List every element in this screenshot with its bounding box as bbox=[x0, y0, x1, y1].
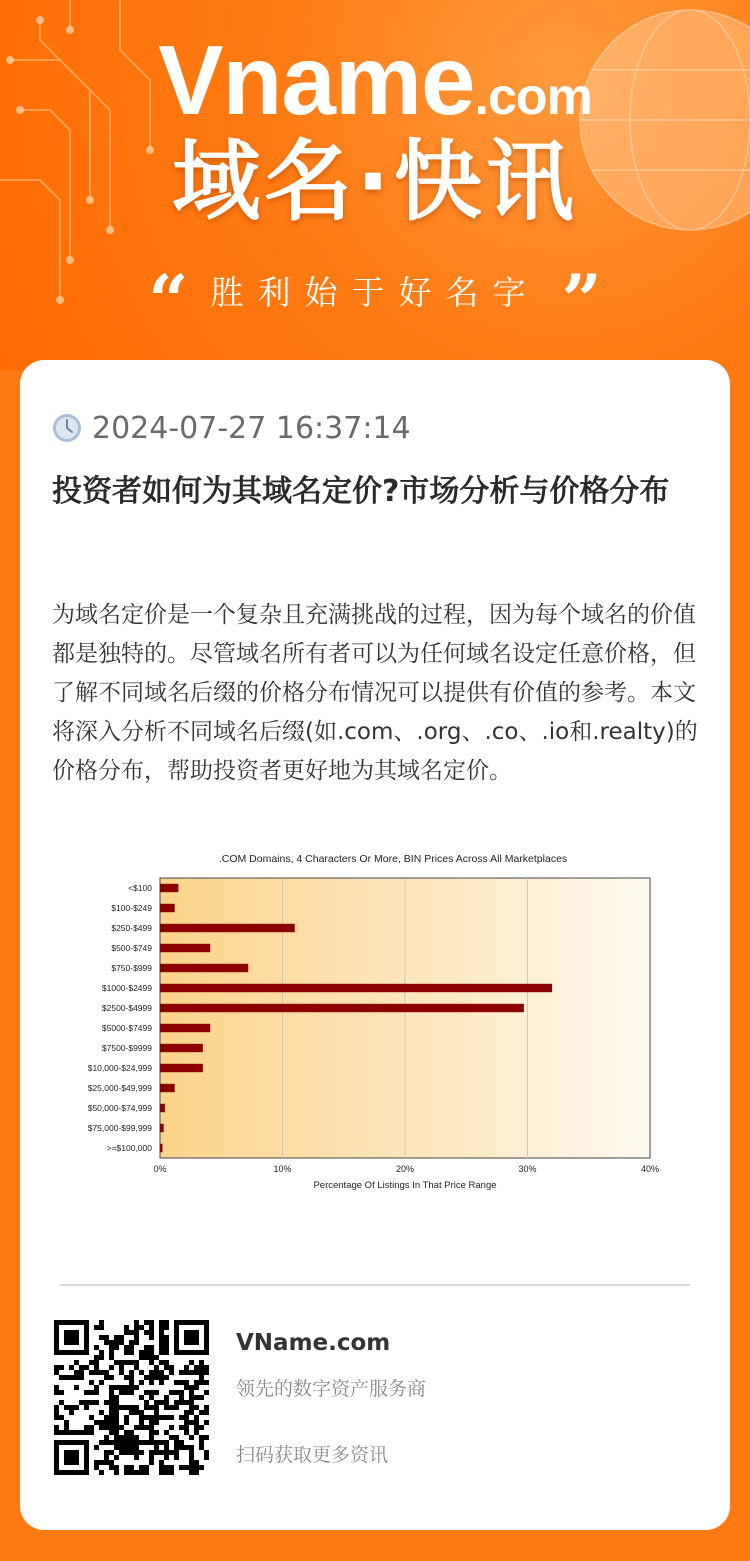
bar bbox=[160, 884, 178, 892]
bar bbox=[160, 964, 248, 972]
category-label: $10,000-$24,999 bbox=[87, 1063, 152, 1073]
article-card bbox=[20, 360, 730, 1530]
category-label: $250-$499 bbox=[111, 923, 152, 933]
category-label: $2500-$4999 bbox=[101, 1003, 152, 1013]
bar bbox=[160, 904, 175, 912]
bar bbox=[160, 924, 295, 932]
category-label: $100-$249 bbox=[111, 903, 152, 913]
category-label: >=$100,000 bbox=[106, 1143, 152, 1153]
close-quote-icon: ” bbox=[561, 259, 602, 342]
chart-title: .COM Domains, 4 Characters Or More, BIN Prices Across All Marketplaces bbox=[218, 853, 568, 865]
slogan-text: 胜利始于好名字 bbox=[210, 272, 540, 312]
x-tick-label: 20% bbox=[395, 1164, 415, 1174]
category-label: $750-$999 bbox=[111, 963, 152, 973]
chart-xlabel: Percentage Of Listings In That Price Range bbox=[313, 1180, 497, 1191]
logo-suffix-text: .com bbox=[474, 68, 592, 126]
article-timestamp: 2024-07-27 16:37:14 bbox=[92, 410, 411, 446]
category-label: $75,000-$99,999 bbox=[87, 1123, 152, 1133]
bar bbox=[160, 1144, 162, 1152]
category-label: $50,000-$74,999 bbox=[87, 1103, 152, 1113]
footer-divider bbox=[60, 1284, 690, 1286]
bar bbox=[160, 1044, 203, 1052]
qr-code bbox=[54, 1320, 209, 1475]
bar bbox=[160, 1004, 524, 1012]
category-label: $500-$749 bbox=[111, 943, 152, 953]
x-tick-label: 40% bbox=[640, 1164, 660, 1174]
article-title: 投资者如何为其域名定价?市场分析与价格分布 bbox=[52, 474, 670, 509]
category-label: $25,000-$49,999 bbox=[87, 1083, 152, 1093]
bar bbox=[160, 944, 210, 952]
bar bbox=[160, 1024, 210, 1032]
bar bbox=[160, 984, 552, 992]
timestamp-row bbox=[52, 408, 411, 448]
chart-svg bbox=[68, 846, 678, 1200]
x-tick-label: 10% bbox=[273, 1164, 292, 1174]
category-label: <$100 bbox=[128, 883, 152, 893]
open-quote-icon: “ bbox=[148, 259, 189, 342]
logo-main-text: Vname bbox=[158, 25, 475, 135]
bar bbox=[160, 1124, 164, 1132]
price-distribution-chart bbox=[68, 846, 678, 1200]
category-label: $1000-$2499 bbox=[101, 983, 152, 993]
clock-icon bbox=[52, 413, 82, 443]
slogan-row bbox=[0, 259, 750, 342]
bar bbox=[160, 1084, 175, 1092]
category-label: $5000-$7499 bbox=[101, 1023, 152, 1033]
footer-tagline: 领先的数字资产服务商 bbox=[236, 1378, 427, 1400]
header-banner bbox=[0, 0, 750, 370]
x-tick-label: 30% bbox=[518, 1164, 537, 1174]
article-body: 为域名定价是一个复杂且充满挑战的过程，因为每个域名的价值都是独特的。尽管域名所有者可以为任何域名设定任意价格，但了解不同域名后缀的价格分布情况可以提供有价值的参考。本文将深入分析不同域名后缀(如.com、.org、.co、.io和.realty)的价格分布，帮助投资者更好地为其域名定价。 bbox=[52, 602, 698, 784]
x-tick-label: 0% bbox=[153, 1164, 167, 1174]
bar bbox=[160, 1104, 165, 1112]
bar bbox=[160, 1064, 203, 1072]
footer-brand: VName.com bbox=[236, 1330, 391, 1356]
banner-headline: 域名·快讯 bbox=[172, 130, 578, 233]
footer-scan-text: 扫码获取更多资讯 bbox=[236, 1444, 389, 1466]
category-label: $7500-$9999 bbox=[101, 1043, 152, 1053]
vname-logo bbox=[0, 25, 750, 135]
